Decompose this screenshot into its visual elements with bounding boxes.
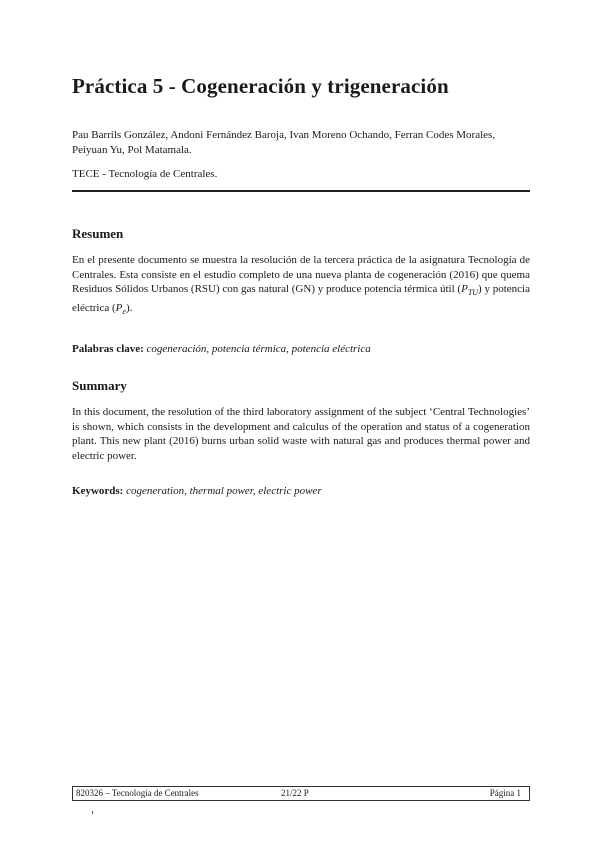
ptu-subscript: TU	[467, 288, 479, 298]
page-footer	[72, 786, 530, 801]
summary-heading: Summary	[72, 378, 127, 393]
resumen-heading: Resumen	[72, 226, 124, 241]
resumen-text-part1: En el presente documento se muestra la resolución de la tercera práctica de la asignatura Tecnología de Centrales. Esta consiste en el estudio completo de una nueva planta de cogeneración (2016) que quema Residuos Sólidos Urbanos (RSU) con gas natural (GN) y produce potencia térmica útil (	[72, 254, 530, 296]
keywords-label: Keywords:	[72, 485, 124, 497]
resumen-text-end: ).	[125, 302, 133, 315]
palabras-clave-label: Palabras clave:	[72, 343, 144, 355]
footer-term: 21/22 P	[281, 788, 309, 798]
author-list: Pau Barrils González, Andoni Fernández Baroja, Ivan Moreno Ochando, Ferran Codes Morales, Peiyuan Yu, Pol Matamala.	[72, 129, 496, 156]
stray-mark	[92, 811, 93, 814]
resumen-text-part2: ) y potencia eléctrica (	[72, 283, 530, 315]
footer-course: 820326 – Tecnología de Centrales	[76, 788, 199, 798]
pe-subscript: e	[122, 307, 126, 317]
paper-title: Práctica 5 - Cogeneración y trigeneración	[72, 74, 449, 98]
keywords-value: cogeneration, thermal power, electric power	[126, 485, 322, 497]
pe-symbol: P	[115, 302, 123, 315]
resumen-text	[72, 253, 530, 320]
palabras-clave-value: cogeneración, potencia térmica, potencia eléctrica	[146, 343, 371, 355]
header-divider	[72, 190, 530, 192]
ptu-symbol: P	[461, 283, 468, 296]
keywords	[72, 484, 530, 499]
summary-text: In this document, the resolution of the third laboratory assignment of the subject ‘Central Technologies’ is shown, which consists in the development and calculus of the operation and status of a cogeneration plant. This new plant (2016) burns urban solid waste with natural gas and produces thermal power and electric power.	[72, 406, 530, 463]
affiliation: TECE - Tecnología de Centrales.	[72, 168, 218, 180]
footer-page-number: Página 1	[489, 788, 521, 798]
palabras-clave	[72, 342, 530, 357]
